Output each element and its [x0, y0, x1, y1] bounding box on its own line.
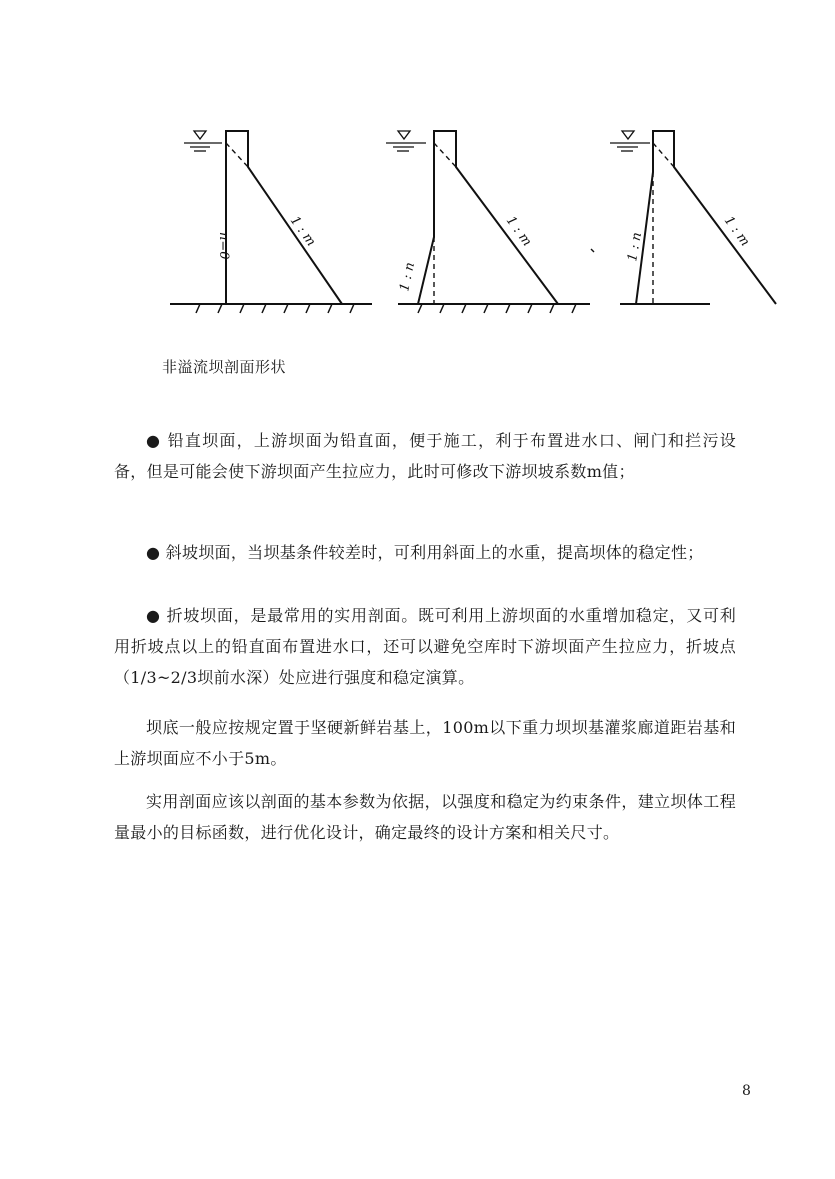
dam-broken-face — [610, 131, 776, 304]
stray-mark — [591, 249, 594, 252]
paragraph-text: 坝底一般应按规定置于坚硬新鲜岩基上，100m以下重力坝坝基灌浆廊道距岩基和上游坝面应不小于5m。 — [114, 718, 736, 768]
slope-m-label-2: 1 : m — [502, 213, 535, 250]
paragraph-text: 斜坡坝面，当坝基条件较差时，可利用斜面上的水重，提高坝体的稳定性； — [165, 543, 704, 562]
paragraph-text: 铅直坝面，上游坝面为铅直面，便于施工，利于布置进水口、闸门和拦污设备，但是可能会使下游坝面产生拉应力，此时可修改下游坝坡系数m值； — [114, 431, 736, 481]
dam-profile-figure — [150, 112, 753, 332]
water-level-symbol-3 — [610, 131, 650, 151]
paragraph-inclined-face — [114, 537, 736, 568]
slope-n-label-2: 1 : n — [397, 261, 419, 293]
figure-caption: 非溢流坝剖面形状 — [162, 358, 287, 376]
slope-n-label-3: 1 : n — [625, 231, 646, 263]
dam-profile-diagram — [150, 112, 753, 332]
bullet-icon: ● — [146, 606, 161, 625]
paragraph-text: 实用剖面应该以剖面的基本参数为依据，以强度和稳定为约束条件，建立坝体工程量最小的目标函数，进行优化设计，确定最终的设计方案和相关尺寸。 — [114, 792, 736, 842]
paragraph-vertical-face — [114, 425, 736, 487]
page-number: 8 — [742, 1083, 751, 1099]
paragraph-text: 折坡坝面，是最常用的实用剖面。既可利用上游坝面的水重增加稳定，又可利用折坡点以上的铅直面布置进水口，还可以避免空库时下游坝面产生拉应力，折坡点（1/3~2/3坝前水深）处应进行强度和稳定演算。 — [114, 606, 737, 687]
paragraph-broken-face — [114, 600, 736, 693]
dam-vertical-face — [170, 131, 372, 313]
bullet-icon: ● — [146, 431, 162, 450]
water-level-symbol-2 — [386, 131, 426, 151]
paragraph-optimization — [114, 786, 736, 848]
dam-inclined-face — [386, 131, 590, 313]
n-zero-label: n=0 — [216, 232, 231, 260]
bullet-icon: ● — [146, 543, 161, 562]
paragraph-foundation — [114, 712, 736, 774]
water-level-symbol-1 — [184, 131, 222, 151]
slope-m-label-1: 1 : m — [286, 213, 319, 250]
slope-m-label-3: 1 : m — [720, 213, 753, 250]
